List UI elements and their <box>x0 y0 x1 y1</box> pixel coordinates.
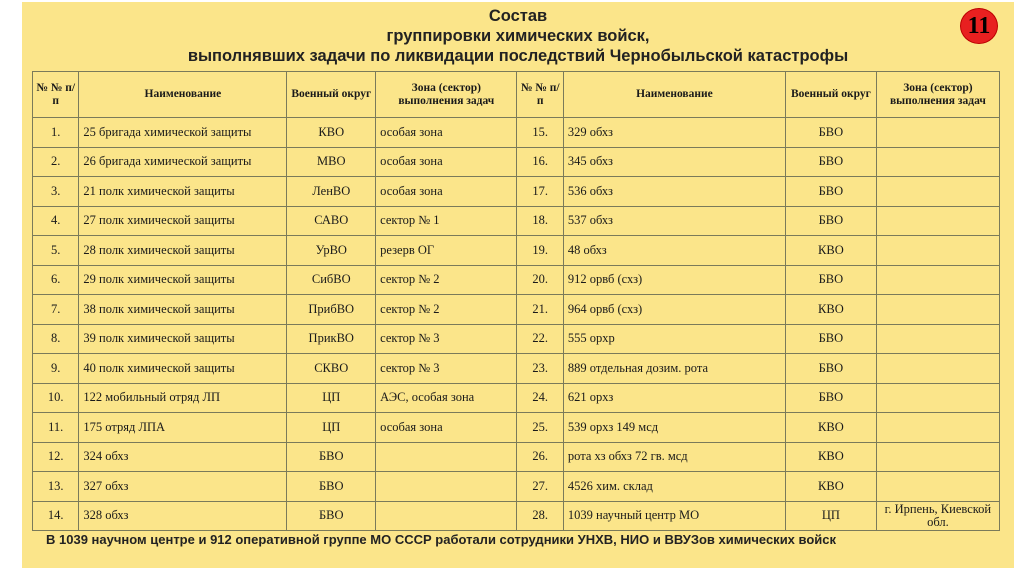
left-name-cell: 21 полк химической защиты <box>79 177 287 207</box>
table-row <box>33 177 1000 207</box>
left-name-cell: 327 обхз <box>79 472 287 502</box>
left-num-cell: 14. <box>33 501 79 531</box>
left-district-cell: САВО <box>287 206 376 236</box>
right-name-cell: 621 орхз <box>563 383 785 413</box>
right-district-cell: БВО <box>785 147 876 177</box>
right-zone-cell <box>876 265 999 295</box>
right-zone-cell <box>876 442 999 472</box>
left-zone-cell: сектор № 3 <box>376 354 517 384</box>
right-district-cell: БВО <box>785 324 876 354</box>
header-district-left: Военный округ <box>287 72 376 118</box>
right-name-cell: 329 обхз <box>563 118 785 148</box>
right-district-cell: БВО <box>785 383 876 413</box>
left-zone-cell: особая зона <box>376 147 517 177</box>
left-num-cell: 5. <box>33 236 79 266</box>
right-name-cell: 537 обхз <box>563 206 785 236</box>
right-district-cell: КВО <box>785 413 876 443</box>
left-zone-cell: сектор № 3 <box>376 324 517 354</box>
right-num-cell: 26. <box>517 442 563 472</box>
left-name-cell: 40 полк химической защиты <box>79 354 287 384</box>
left-zone-cell <box>376 442 517 472</box>
table-row <box>33 236 1000 266</box>
header-name-left: Наименование <box>79 72 287 118</box>
right-num-cell: 22. <box>517 324 563 354</box>
left-district-cell: ЦП <box>287 413 376 443</box>
left-name-cell: 324 обхз <box>79 442 287 472</box>
table-row <box>33 383 1000 413</box>
right-zone-cell <box>876 472 999 502</box>
left-district-cell: ПрибВО <box>287 295 376 325</box>
table-row <box>33 265 1000 295</box>
left-district-cell: БВО <box>287 472 376 502</box>
right-zone-cell: г. Ирпень, Киевской обл. <box>876 501 999 531</box>
right-num-cell: 20. <box>517 265 563 295</box>
left-num-cell: 8. <box>33 324 79 354</box>
right-district-cell: БВО <box>785 118 876 148</box>
slide-title <box>22 6 1014 66</box>
right-name-cell: 536 обхз <box>563 177 785 207</box>
table-row <box>33 472 1000 502</box>
left-zone-cell: особая зона <box>376 177 517 207</box>
left-num-cell: 9. <box>33 354 79 384</box>
left-zone-cell: особая зона <box>376 413 517 443</box>
right-name-cell: 889 отдельная дозим. рота <box>563 354 785 384</box>
left-name-cell: 328 обхз <box>79 501 287 531</box>
left-name-cell: 175 отряд ЛПА <box>79 413 287 443</box>
right-num-cell: 16. <box>517 147 563 177</box>
left-district-cell: ПрикВО <box>287 324 376 354</box>
right-name-cell: 345 обхз <box>563 147 785 177</box>
table-row <box>33 324 1000 354</box>
right-district-cell: БВО <box>785 265 876 295</box>
right-zone-cell <box>876 354 999 384</box>
table-row <box>33 295 1000 325</box>
right-num-cell: 27. <box>517 472 563 502</box>
left-num-cell: 10. <box>33 383 79 413</box>
left-num-cell: 13. <box>33 472 79 502</box>
right-district-cell: БВО <box>785 177 876 207</box>
header-name-right: Наименование <box>563 72 785 118</box>
left-district-cell: ЦП <box>287 383 376 413</box>
left-name-cell: 26 бригада химической защиты <box>79 147 287 177</box>
left-name-cell: 25 бригада химической защиты <box>79 118 287 148</box>
left-name-cell: 29 полк химической защиты <box>79 265 287 295</box>
right-district-cell: БВО <box>785 206 876 236</box>
left-num-cell: 6. <box>33 265 79 295</box>
slide-number-badge: 11 <box>960 8 998 44</box>
header-district-right: Военный округ <box>785 72 876 118</box>
left-name-cell: 39 полк химической защиты <box>79 324 287 354</box>
right-district-cell: КВО <box>785 472 876 502</box>
title-line-1: Состав <box>488 7 548 25</box>
right-zone-cell <box>876 118 999 148</box>
left-district-cell: БВО <box>287 501 376 531</box>
left-num-cell: 1. <box>33 118 79 148</box>
left-num-cell: 11. <box>33 413 79 443</box>
table-row <box>33 147 1000 177</box>
right-num-cell: 23. <box>517 354 563 384</box>
right-zone-cell <box>876 206 999 236</box>
right-name-cell: 964 орвб (схз) <box>563 295 785 325</box>
right-num-cell: 25. <box>517 413 563 443</box>
right-name-cell: рота хз обхз 72 гв. мсд <box>563 442 785 472</box>
table-row <box>33 354 1000 384</box>
left-num-cell: 2. <box>33 147 79 177</box>
table-row <box>33 413 1000 443</box>
right-district-cell: БВО <box>785 354 876 384</box>
table-row <box>33 501 1000 531</box>
left-name-cell: 28 полк химической защиты <box>79 236 287 266</box>
left-zone-cell: сектор № 2 <box>376 295 517 325</box>
left-district-cell: СибВО <box>287 265 376 295</box>
left-district-cell: КВО <box>287 118 376 148</box>
right-district-cell: КВО <box>785 295 876 325</box>
title-line-3: выполнявших задачи по ликвидации последствий Чернобыльской катастрофы <box>187 47 849 65</box>
left-district-cell: УрВО <box>287 236 376 266</box>
right-num-cell: 19. <box>517 236 563 266</box>
left-zone-cell: АЭС, особая зона <box>376 383 517 413</box>
right-zone-cell <box>876 324 999 354</box>
right-district-cell: ЦП <box>785 501 876 531</box>
right-num-cell: 18. <box>517 206 563 236</box>
table-row <box>33 206 1000 236</box>
right-zone-cell <box>876 383 999 413</box>
table-row <box>33 118 1000 148</box>
right-name-cell: 539 орхз 149 мсд <box>563 413 785 443</box>
left-num-cell: 7. <box>33 295 79 325</box>
left-zone-cell: резерв ОГ <box>376 236 517 266</box>
left-zone-cell <box>376 472 517 502</box>
header-zone-right: Зона (сектор) выполнения задач <box>876 72 999 118</box>
right-num-cell: 17. <box>517 177 563 207</box>
left-district-cell: СКВО <box>287 354 376 384</box>
left-zone-cell: сектор № 2 <box>376 265 517 295</box>
left-zone-cell: сектор № 1 <box>376 206 517 236</box>
right-num-cell: 15. <box>517 118 563 148</box>
left-district-cell: ЛенВО <box>287 177 376 207</box>
left-num-cell: 3. <box>33 177 79 207</box>
right-name-cell: 48 обхз <box>563 236 785 266</box>
footer-note: В 1039 научном центре и 912 оперативной группе МО СССР работали сотрудники УНХВ, НИО и ВВУЗов химических войск <box>46 532 837 547</box>
table-header-row <box>33 72 1000 118</box>
right-zone-cell <box>876 295 999 325</box>
right-name-cell: 555 орхр <box>563 324 785 354</box>
left-district-cell: МВО <box>287 147 376 177</box>
left-zone-cell: особая зона <box>376 118 517 148</box>
table-row <box>33 442 1000 472</box>
right-district-cell: КВО <box>785 236 876 266</box>
slide <box>22 2 1014 568</box>
left-num-cell: 12. <box>33 442 79 472</box>
right-name-cell: 4526 хим. склад <box>563 472 785 502</box>
left-name-cell: 27 полк химической защиты <box>79 206 287 236</box>
right-name-cell: 912 орвб (схз) <box>563 265 785 295</box>
units-table <box>32 71 1000 531</box>
right-district-cell: КВО <box>785 442 876 472</box>
left-num-cell: 4. <box>33 206 79 236</box>
header-num-right: № № п/п <box>517 72 563 118</box>
right-num-cell: 24. <box>517 383 563 413</box>
left-name-cell: 122 мобильный отряд ЛП <box>79 383 287 413</box>
header-zone-left: Зона (сектор) выполнения задач <box>376 72 517 118</box>
left-name-cell: 38 полк химической защиты <box>79 295 287 325</box>
right-zone-cell <box>876 236 999 266</box>
right-zone-cell <box>876 177 999 207</box>
left-district-cell: БВО <box>287 442 376 472</box>
header-num-left: № № п/п <box>33 72 79 118</box>
title-line-2: группировки химических войск, <box>386 27 650 45</box>
right-num-cell: 28. <box>517 501 563 531</box>
left-zone-cell <box>376 501 517 531</box>
right-zone-cell <box>876 147 999 177</box>
right-num-cell: 21. <box>517 295 563 325</box>
right-name-cell: 1039 научный центр МО <box>563 501 785 531</box>
right-zone-cell <box>876 413 999 443</box>
